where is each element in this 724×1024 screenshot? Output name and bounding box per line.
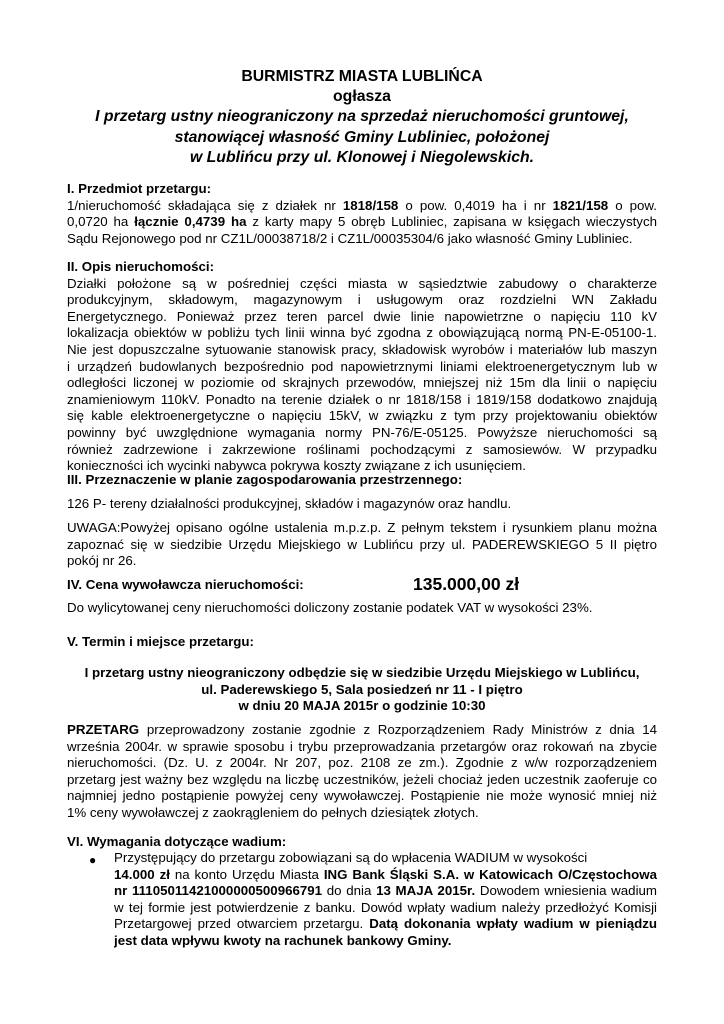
deposit-line: Przetargowej przed otwarciem przetargu. Datą dokonania wpłaty wadium w pieniądzu [114,916,657,932]
bullet-icon: ● [89,853,97,867]
deposit-line: Przystępujący do przetargu zobowiązani są do wpłacenia WADIUM w wysokości [114,850,588,865]
section-3-body [67,496,657,513]
note-line: UWAGA:Powyżej opisano ogólne ustalenia m.p.z.p. Z pełnym tekstem i rysunkiem planu można [67,520,657,535]
rules-line: przetarg jest ważny bez względu na liczbę uczestników, jeżeli chociaż jeden uczestnik zaoferuje co [67,771,657,787]
section-2-line: i urządzeń budowlanych bezpośrednio pod napowietrznymi liniami elektroenergetycznym lub w [67,358,657,374]
section-2-line: się kable elektroenergetyczne o napięciu 15kV, w związku z tym przy projektowaniu obiektów [67,408,657,424]
section-4-title: IV. Cena wywoławcza nieruchomości: [67,577,304,592]
section-1 [67,181,657,247]
header-authority: BURMISTRZ MIASTA LUBLIŃCA [241,68,483,85]
header-subject [60,107,664,169]
rules-line: września 2004r. w sprawie sposobu i trybu przeprowadzania przetargów oraz rokowań na zbycie [67,738,657,754]
section-2-line: Działki położone są w pośredniej części miasta w sąsiedztwie zabudowy o charakterze [67,275,657,291]
section-2-line: lokalizacja obiektów w pobliżu tych linii winna być zgodna z obowiązującą normą PN-E-05100-1. [67,325,657,341]
rules-line: najmniej jedno postąpienie powyżej ceny wywoławczej. Postąpienie nie może wynosić mniej niż [67,788,657,804]
section-1-line: 0,0720 ha łącznie 0,4739 ha z karty mapy 5 obręb Lubliniec, zapisana w księgach wieczystych [67,214,657,230]
section-2-line: znamieniowym 110kV. Ponadto na terenie działek o nr 1818/158 i 1819/158 dodatkowo znajdują [67,391,657,407]
deposit-line: 14.000 zł na konto Urzędu Miasta ING Bank Śląski S.A. w Katowicach O/Częstochowa [114,866,657,882]
header-subject-line: I przetarg ustny nieograniczony na sprzedaż nieruchomości gruntowej, [95,108,629,125]
zoning-text: 126 P- tereny działalności produkcyjnej, składów i magazynów oraz handlu. [67,496,512,511]
vat-text: Do wylicytowanej ceny nieruchomości doliczony zostanie podatek VAT w wysokości 23%. [67,600,593,615]
section-3-note [67,520,657,570]
section-5-title: V. Termin i miejsce przetargu: [67,634,254,649]
rules-line: nieruchomości. (Dz. U. z 2004r. Nr 207, poz. 2108 ze zm.). Zgodnie z w/w rozporządzeniem [67,755,657,771]
section-2-title: II. Opis nieruchomości: [67,259,215,274]
deposit-requirements [114,850,657,950]
section-1-line: 1/nieruchomość składająca się z działek nr 1818/158 o pow. 0,4019 ha i nr 1821/158 o pow. [67,197,657,213]
section-2-line: również zadrzewione i zakrzewione roślinami pochodzącymi z samosiewów. W przypadku [67,441,657,457]
deposit-line: nr 11105011421000000500966791 do dnia 13 MAJA 2015r. Dowodem wniesienia wadium [114,883,657,899]
venue-line: I przetarg ustny nieograniczony odbędzie się w siedzibie Urzędu Miejskiego w Lublińcu, [84,665,640,680]
note-line: zapoznać się w siedzibie Urzędu Miejskiego w Lublińcu przy ul. PADEREWSKIEGO 5 II piętro [67,536,657,552]
section-1-title: I. Przedmiot przetargu: [67,181,212,196]
deposit-line: w tej formie jest potwierdzenie z banku. Dowód wpłaty wadium należy przedłożyć Komisji [114,899,657,915]
header-subject-line: w Lublińcu przy ul. Klonowej i Niegolewskich. [189,149,535,166]
deposit-line: jest data wpływu kwoty na rachunek bankowy Gminy. [114,932,452,948]
section-6-title: VI. Wymagania dotyczące wadium: [67,834,287,849]
section-1-line: Sądu Rejonowego pod nr CZ1L/00038718/2 i CZ1L/00035304/6 jako własność Gminy Lubliniec. [67,230,633,246]
venue-line: ul. Paderewskiego 5, Sala posiedzeń nr 11 - I piętro [201,681,523,697]
note-line: pokój nr 26. [67,553,137,569]
starting-price: 135.000,00 zł [413,574,520,594]
section-3-title: III. Przeznaczenie w planie zagospodarowania przestrzennego: [67,472,463,487]
vat-note [67,600,657,617]
section-2-line: produkcyjnym, składowym, magazynowym i usługowym oraz rozdzielni WN Zakładu [67,292,657,308]
section-2-line: Nie jest dopuszczalne sytuowanie stanowisk pracy, składowisk wyrobów i materiałów lub maszyn [67,341,657,357]
header-subject-line: stanowiącej własność Gminy Lubliniec, położonej [174,128,550,146]
venue-date: w dniu 20 MAJA 2015r o godzinie 10:30 [238,698,486,714]
auction-rules [67,722,657,822]
auction-venue [60,665,664,715]
header-announces: ogłasza [333,88,391,105]
section-2-line: odległości liczonej w poziomie od skrajnych przewodów, mniejszej niż 15m dla linii o napięciu [67,375,657,391]
section-2-line: Energetycznego. Ponieważ przez teren parcel dwie linie napowietrzne o napięciu 110 kV [67,308,657,324]
rules-line: PRZETARG przeprowadzony zostanie zgodnie z Rozporządzeniem Rady Ministrów z dnia 14 [67,722,657,737]
section-6 [67,834,657,851]
rules-line: 1% ceny wywoławczej z zaokrągleniem do pełnych dziesiątek złotych. [67,804,479,820]
section-3 [67,472,657,489]
section-2-line: powinny być uwzględnione wymagania normy PN-76/E-05125. Powyższe nieruchomości są [67,424,657,440]
section-5 [67,634,657,651]
section-2 [67,259,657,475]
section-2-line: konieczności ich wycinki nabywca pokrywa koszty związane z ich usunięciem. [67,458,526,474]
